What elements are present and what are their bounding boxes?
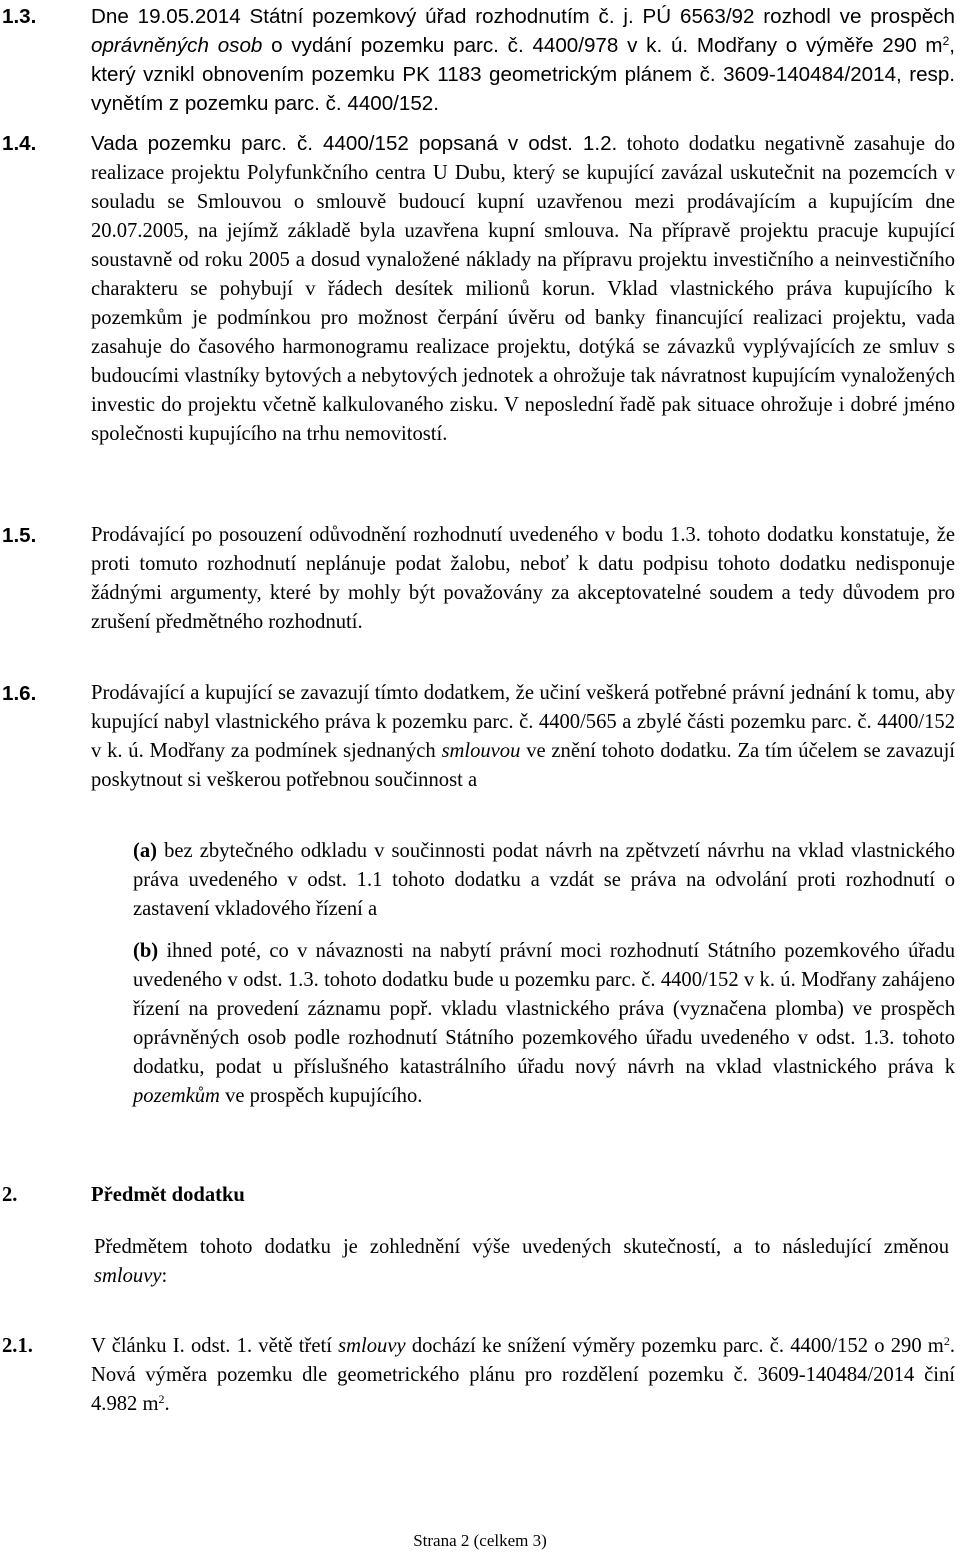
section-2-heading: 2. Předmět dodatku bbox=[2, 1184, 245, 1206]
section-1-4 bbox=[0, 129, 960, 449]
list-item-a: (a) bez zbytečného odkladu v součinnosti podat návrh na zpětvzetí návrhu na vklad vlastnického práva uvedeného v odst. 1.1 tohoto dodatku a vzdát se práva na odvolání proti rozhodnutí o zastavení vkladového řízení a bbox=[133, 840, 955, 920]
section-number: 1.5. bbox=[2, 524, 37, 547]
section-text: Prodávající a kupující se zavazují tímto dodatkem, že učiní veškerá potřebné právní jednání k tomu, aby kupující nabyl vlastnického práva k pozemku parc. č. 4400/565 a zbylé části pozemku parc. č. 4400/152 v k. ú. Modřany za podmínek sjednaných smlouvou ve znění tohoto dodatku. Za tím účelem se zavazují poskytnout si veškerou potřebnou součinnost a bbox=[91, 682, 956, 791]
section-number: 1.4. bbox=[2, 132, 37, 155]
page-footer: Strana 2 (celkem 3) bbox=[413, 1531, 547, 1550]
section-1-3 bbox=[0, 2, 960, 118]
section-2-text: Předmětem tohoto dodatku je zohlednění výše uvedených skutečností, a to následující změnou smlouvy: bbox=[94, 1236, 949, 1287]
section-text: Dne 19.05.2014 Státní pozemkový úřad rozhodnutím č. j. PÚ 6563/92 rozhodl ve prospěch oprávněných osob o vydání pozemku parc. č. 4400/978 v k. ú. Modřany o výměře 290 $m^2$, který vznikl obnovením pozemku PK 1183 geometrickým plánem č. 3609-140484/2014, resp. vynětím z pozemku parc. č. 4400/152. bbox=[91, 5, 955, 115]
section-number: 2.1. bbox=[2, 1335, 33, 1357]
section-text: V článku I. odst. 1. větě třetí smlouvy dochází ke snížení výměry pozemku parc. č. 4400/152 o 290 $m^2$. Nová výměra pozemku dle geometrického plánu pro rozdělení pozemku č. 3609-140484/2014 činí 4.982 $m^2$. bbox=[91, 1334, 955, 1415]
section-text: Prodávající po posouzení odůvodnění rozhodnutí uvedeného v bodu 1.3. tohoto dodatku konstatuje, že proti tomuto rozhodnutí neplánuje podat žalobu, neboť k datu podpisu tohoto dodatku nedisponuje žádnými argumenty, které by mohly být považovány za akceptovatelné soudem a tedy důvodem pro zrušení předmětného rozhodnutí. bbox=[91, 524, 955, 633]
section-1-5 bbox=[0, 521, 960, 637]
section-number: 1.3. bbox=[2, 5, 37, 28]
section-2-1 bbox=[0, 1332, 960, 1419]
section-number: 1.6. bbox=[2, 682, 37, 705]
section-text: Vada pozemku parc. č. 4400/152 popsaná v odst. 1.2. tohoto dodatku negativně zasahuje do realizace projektu Polyfunkčního centra U Dubu, který se kupující zavázal uskutečnit na pozemcích v souladu se Smlouvou o smlouvě budoucí kupní uzavřenou mezi prodávajícím a kupujícím dne 20.07.2005, na jejímž základě byla uzavřena kupní smlouva. Na přípravě projektu pracuje kupující soustavně od roku 2005 a dosud vynaložené náklady na přípravu projektu investičního a neinvestičního charakteru se pohybují v řádech desítek milionů korun. Vklad vlastnického práva kupujícího k pozemkům je podmínkou pro možnost čerpání úvěru od banky financující realizaci projektu, vada zasahuje do časového harmonogramu realizace projektu, dotýká se závazků vyplývajících ze smluv s budoucími vlastníky bytových a nebytových jednotek a ohrožuje tak návratnost kupujícím vynaložených investic do projektu včetně kalkulovaného zisku. V neposlední řadě pak situace ohrožuje i dobré jméno společnosti kupujícího na trhu nemovitostí. bbox=[91, 132, 955, 445]
section-1-6 bbox=[0, 679, 960, 795]
list-item-b: (b) ihned poté, co v návaznosti na nabytí právní moci rozhodnutí Státního pozemkového úřadu uvedeného v odst. 1.3. tohoto dodatku bude u pozemku parc. č. 4400/152 v k. ú. Modřany zahájeno řízení na provedení záznamu popř. vkladu vlastnického práva (vyznačena plomba) ve prospěch oprávněných osob podle rozhodnutí Státního pozemkového úřadu uvedeného v odst. 1.3. tohoto dodatku, podat u příslušného katastrálního úřadu nový návrh na vklad vlastnického práva k pozemkům ve prospěch kupujícího. bbox=[133, 940, 955, 1107]
